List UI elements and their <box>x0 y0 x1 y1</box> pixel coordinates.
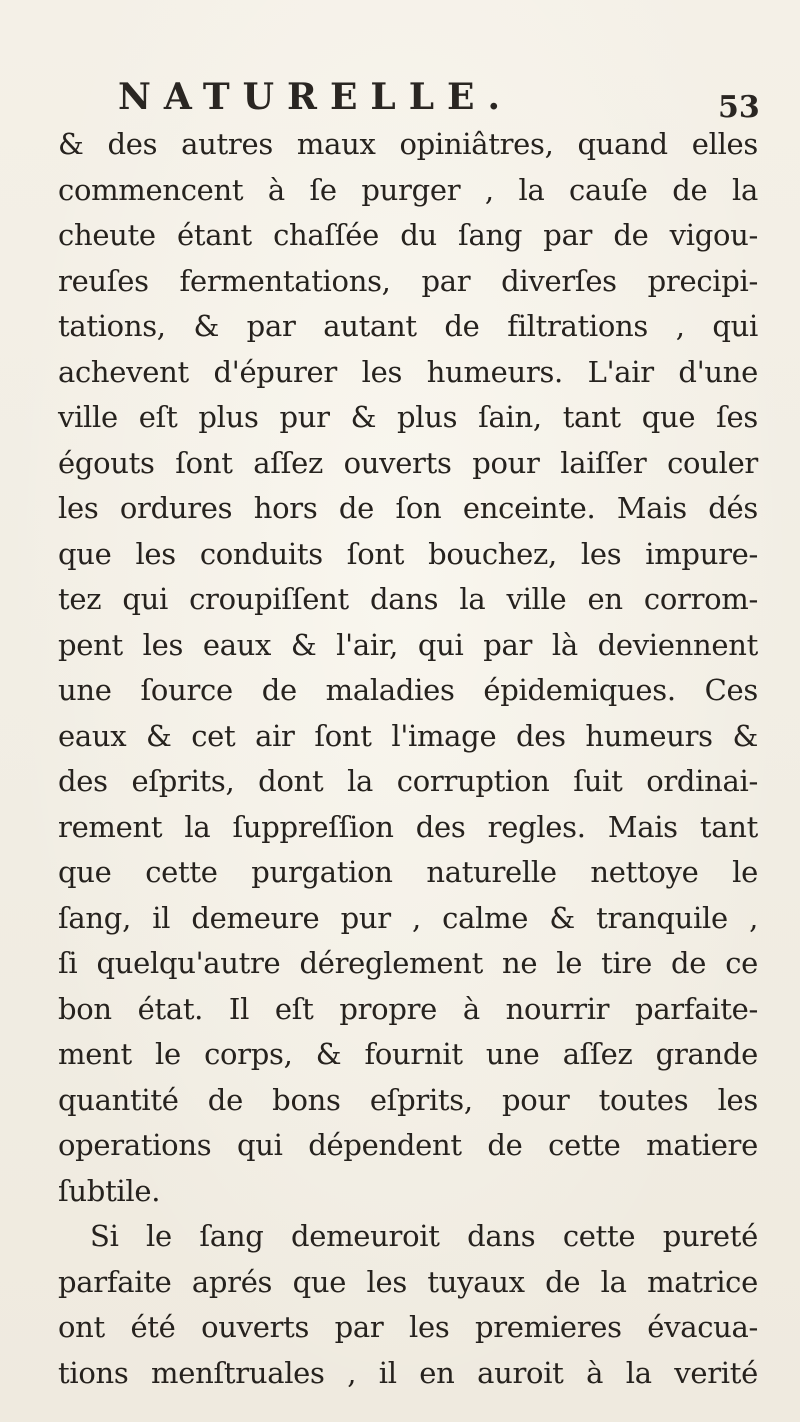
page-number: 53 <box>718 90 760 125</box>
text-line: operations qui dépendent de cette matiere <box>58 1128 758 1162</box>
text-line: commencent à ſe purger , la cauſe de la <box>58 172 758 207</box>
text-line: ville eſt plus pur & plus ſain, tant que ſes <box>58 400 758 434</box>
text-line: reuſes fermentations, par diverſes precipi- <box>58 263 758 298</box>
text-line: Si le ſang demeuroit dans cette pureté <box>90 1219 758 1253</box>
running-head <box>0 76 800 126</box>
text-line: les ordures hors de ſon enceinte. Mais dés <box>58 491 758 525</box>
text-line: ont été ouverts par les premieres évacua- <box>58 1310 758 1344</box>
text-line: eaux & cet air ſont l'image des humeurs & <box>58 718 758 753</box>
text-line: & des autres maux opiniâtres, quand elles <box>58 127 758 161</box>
text-body <box>58 122 758 1396</box>
text-line: ſubtile. <box>58 1173 161 1208</box>
text-line: ſi quelqu'autre déreglement ne le tire de ce <box>58 946 758 980</box>
text-line: pent les eaux & l'air, qui par là deviennent <box>58 627 758 662</box>
text-line: que les conduits ſont bouchez, les impure- <box>58 536 758 571</box>
text-line: que cette purgation naturelle nettoye le <box>58 855 758 889</box>
running-title: NATURELLE. <box>118 76 514 118</box>
text-line: tez qui croupiſſent dans la ville en corrom- <box>58 582 758 616</box>
text-line: achevent d'épurer les humeurs. L'air d'une <box>58 354 758 389</box>
text-line: une ſource de maladies épidemiques. Ces <box>58 673 758 707</box>
text-line: égouts ſont aſſez ouverts pour laiſſer couler <box>58 445 758 480</box>
text-line: ment le corps, & fournit une aſſez grande <box>58 1037 758 1071</box>
text-line: cheute étant chaſſée du ſang par de vigou- <box>58 218 758 252</box>
text-line: rement la ſuppreſſion des regles. Mais tant <box>58 809 758 844</box>
text-line: parfaite aprés que les tuyaux de la matrice <box>58 1264 758 1299</box>
text-line: ſang, il demeure pur , calme & tranquile , <box>58 900 758 935</box>
text-line: quantité de bons eſprits, pour toutes les <box>58 1082 758 1117</box>
text-line: bon état. Il eſt propre à nourrir parfaite- <box>58 991 758 1026</box>
text-line: tations, & par autant de filtrations , qui <box>58 309 758 343</box>
text-line: tions menſtruales , il en auroit à la verité <box>58 1355 758 1390</box>
text-line: des eſprits, dont la corruption ſuit ordinai- <box>58 764 758 798</box>
